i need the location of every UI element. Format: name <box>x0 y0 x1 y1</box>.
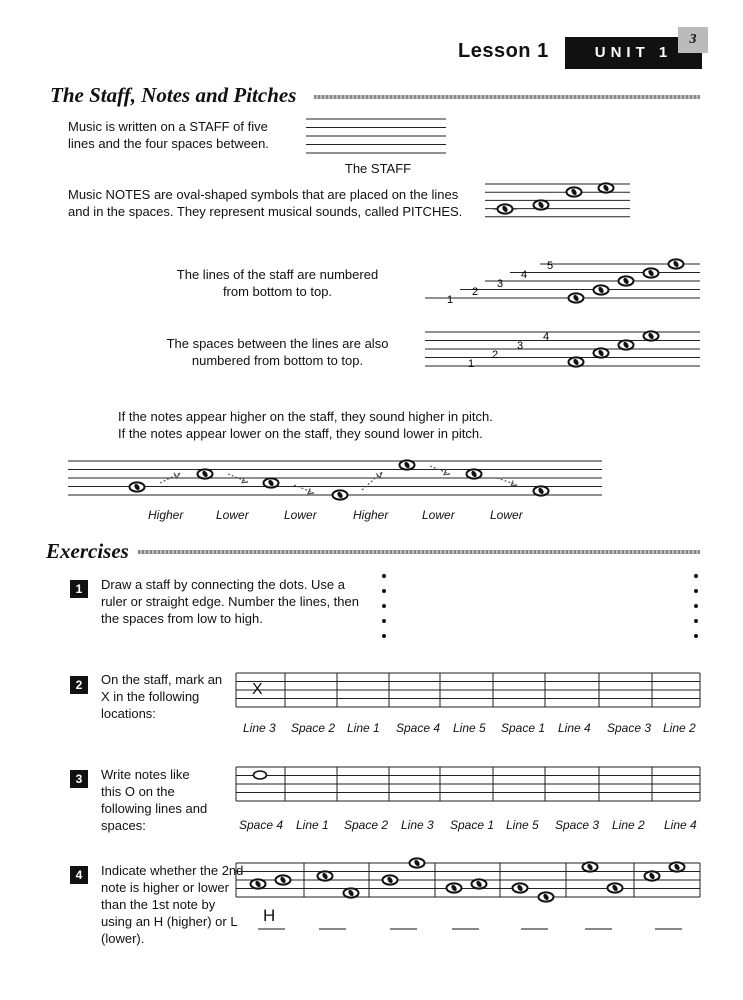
direction-arrow <box>497 478 517 485</box>
location-label: Line 3 <box>401 818 434 832</box>
location-label: Line 1 <box>347 721 380 735</box>
exercise-number: 3 <box>70 770 88 788</box>
exercise-4-text: Indicate whether the 2nd note is higher or lower than the 1st note by using an H (higher) or L (lower). <box>101 863 244 946</box>
higher-text: If the notes appear higher on the staff, they sound higher in pitch. <box>118 409 493 424</box>
lesson-title: Lesson 1 <box>458 40 549 62</box>
staff-text: Music is written on a STAFF of five lines and the four spaces between. <box>68 119 269 151</box>
example-x-mark: X <box>252 681 263 698</box>
exercise-number: 4 <box>70 866 88 884</box>
location-label: Line 1 <box>296 818 329 832</box>
space-number: 4 <box>543 331 550 343</box>
notes-text-2: and in the spaces. They represent musical sounds, called PITCHES. <box>68 204 463 219</box>
direction-label: Higher <box>148 508 184 522</box>
direction-label: Higher <box>353 508 389 522</box>
example-answer: H <box>263 906 276 925</box>
unit-badge: UNIT 1 <box>565 37 702 69</box>
exercise-number: 2 <box>70 676 88 694</box>
direction-label: Lower <box>284 508 317 522</box>
location-label: Line 2 <box>663 721 696 735</box>
line-number: 3 <box>497 278 504 290</box>
line-number: 5 <box>547 260 554 272</box>
space-number: 1 <box>468 358 475 370</box>
location-label: Space 3 <box>555 818 600 832</box>
location-label: Line 5 <box>453 721 486 735</box>
exercise-number: 1 <box>70 580 88 598</box>
lines-text: The lines of the staff are numbered from bottom to top. <box>176 267 379 299</box>
space-number: 2 <box>492 349 499 361</box>
arrow-head <box>511 481 517 486</box>
location-label: Space 2 <box>291 721 336 735</box>
location-label: Space 4 <box>239 818 284 832</box>
example-note <box>254 771 267 779</box>
spaces-text: The spaces between the lines are also numbered from bottom to top. <box>166 336 389 368</box>
location-label: Space 3 <box>607 721 652 735</box>
location-label: Space 1 <box>450 818 495 832</box>
location-label: Space 4 <box>396 721 441 735</box>
section-title-staff: The Staff, Notes and Pitches <box>50 83 297 107</box>
exercise-1-text: Draw a staff by connecting the dots. Use a ruler or straight edge. Number the lines, then the spaces from low to high. <box>101 577 359 626</box>
exercise-2-text: On the staff, mark an X in the following locations: <box>101 672 223 721</box>
direction-label: Lower <box>490 508 523 522</box>
page-number: 3 <box>678 27 708 53</box>
exercise-3-text: Write notes like this O on the following lines and spaces: <box>101 767 208 833</box>
direction-label: Lower <box>216 508 249 522</box>
location-label: Space 1 <box>501 721 546 735</box>
location-label: Space 2 <box>344 818 389 832</box>
staff-caption: The STAFF <box>344 161 412 176</box>
arrow-head <box>308 488 314 493</box>
lower-text: If the notes appear lower on the staff, they sound lower in pitch. <box>118 426 483 441</box>
location-label: Line 5 <box>506 818 539 832</box>
direction-arrow <box>362 472 382 490</box>
location-label: Line 4 <box>664 818 697 832</box>
direction-label: Lower <box>422 508 455 522</box>
arrow-head <box>444 469 450 474</box>
location-label: Line 3 <box>243 721 276 735</box>
line-number: 4 <box>521 269 528 281</box>
section-title-exercises: Exercises <box>46 539 129 563</box>
space-number: 3 <box>517 340 524 352</box>
line-number: 2 <box>472 286 479 298</box>
location-label: Line 4 <box>558 721 591 735</box>
location-label: Line 2 <box>612 818 645 832</box>
line-number: 1 <box>447 294 454 306</box>
arrow-head <box>174 473 180 478</box>
notes-text-1: Music NOTES are oval-shaped symbols that are placed on the lines <box>68 187 459 202</box>
